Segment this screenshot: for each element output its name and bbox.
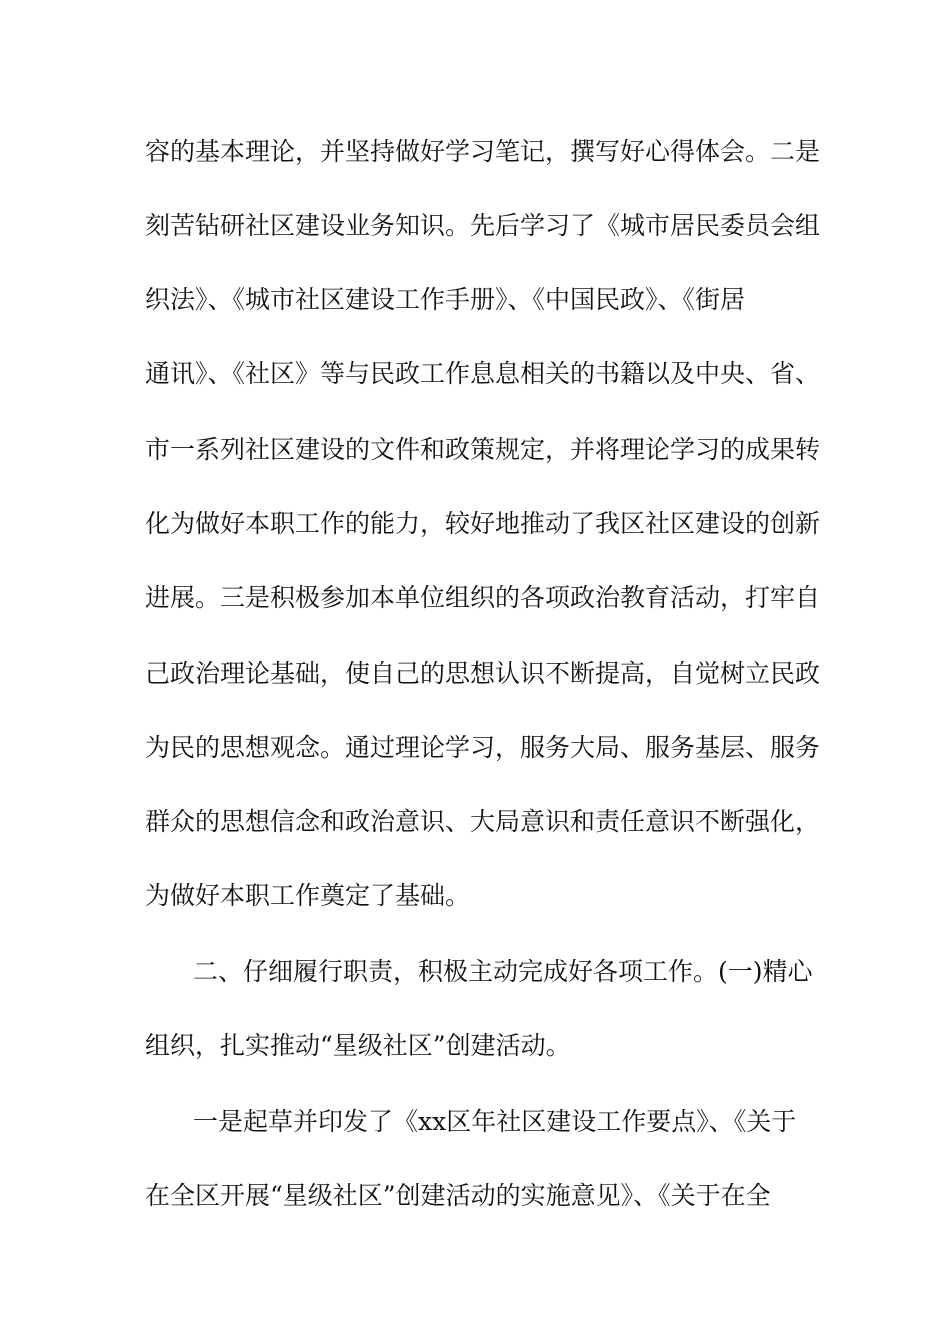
section-heading-line-2: 组织，扎实推动“星级社区”创建活动。 bbox=[145, 1031, 571, 1060]
text-line-4: 通讯》、《社区》等与民政工作息息相关的书籍以及中央、省、 bbox=[145, 359, 821, 388]
text-line-10: 群众的思想信念和政治意识、大局意识和责任意识不断强化， bbox=[145, 807, 821, 836]
text-line-8: 己政治理论基础，使自己的思想认识不断提高，自觉树立民政 bbox=[145, 659, 821, 688]
text-line-7: 进展。三是积极参加本单位组织的各项政治教育活动，打牢自 bbox=[145, 583, 821, 612]
section-heading-line-1: 二、仔细履行职责，积极主动完成好各项工作。(一)精心 bbox=[193, 957, 813, 986]
paragraph-line-1: 一是起草并印发了《xx区年社区建设工作要点》、《关于 bbox=[193, 1107, 797, 1136]
text-line-2: 刻苦钻研社区建设业务知识。先后学习了《城市居民委员会组 bbox=[145, 211, 821, 240]
paragraph-line-2: 在全区开展“星级社区”创建活动的实施意见》、《关于在全 bbox=[145, 1181, 771, 1210]
text-line-6: 化为做好本职工作的能力，较好地推动了我区社区建设的创新 bbox=[145, 509, 821, 538]
text-line-11: 为做好本职工作奠定了基础。 bbox=[145, 881, 471, 910]
text-line-5: 市一系列社区建设的文件和政策规定，并将理论学习的成果转 bbox=[145, 435, 821, 464]
text-line-9: 为民的思想观念。通过理论学习，服务大局、服务基层、服务 bbox=[145, 733, 821, 762]
text-line-3: 织法》、《城市社区建设工作手册》、《中国民政》、《街居 bbox=[145, 285, 746, 314]
text-line-1: 容的基本理论，并坚持做好学习笔记，撰写好心得体会。二是 bbox=[145, 137, 821, 166]
